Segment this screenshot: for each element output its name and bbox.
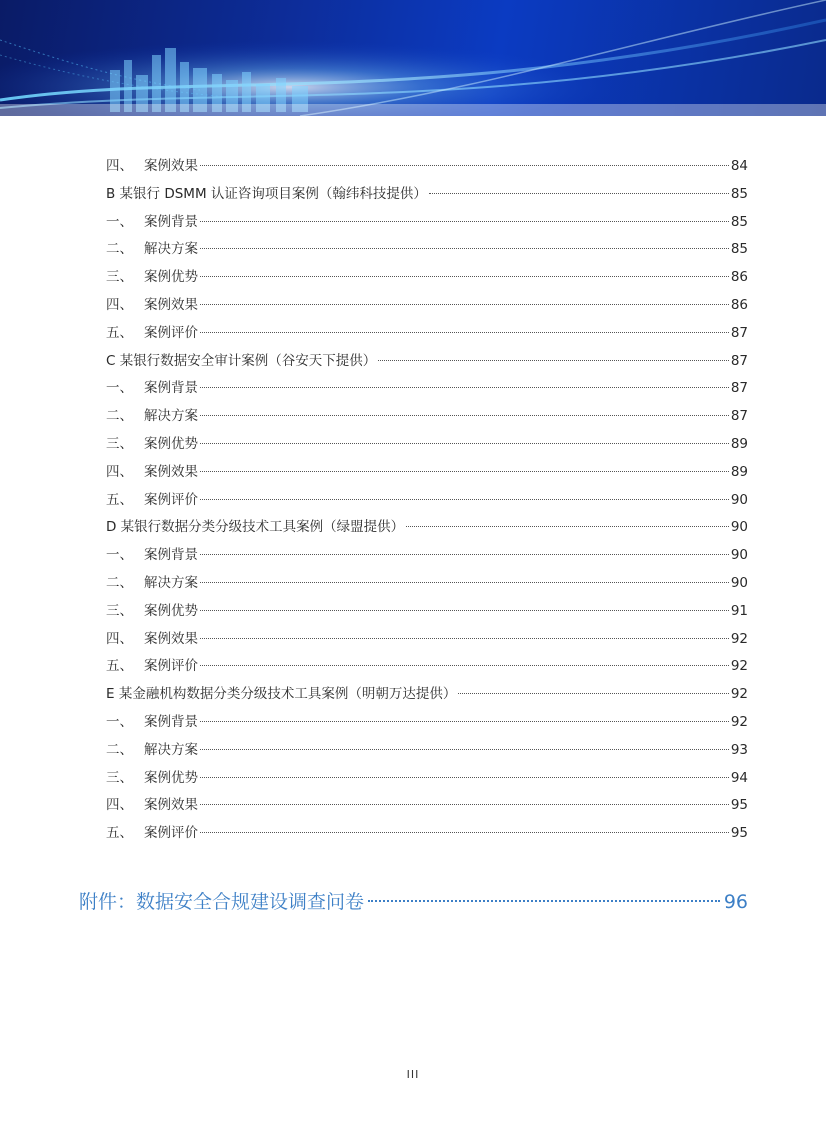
toc-entry-label bbox=[106, 434, 198, 454]
toc-entry-number: 四、 bbox=[106, 463, 133, 480]
toc-entry-number: 三、 bbox=[106, 269, 133, 286]
toc-entry-title: 解决方案 bbox=[144, 741, 198, 758]
toc-entry-label bbox=[106, 378, 198, 398]
dot-leader bbox=[200, 415, 729, 416]
toc-entry[interactable] bbox=[106, 239, 748, 267]
toc-entry-page-number: 86 bbox=[730, 296, 748, 313]
toc-entry-page-number: 92 bbox=[730, 630, 748, 647]
toc-entry-title: 案例背景 bbox=[144, 547, 198, 564]
toc-entry[interactable] bbox=[106, 768, 748, 796]
appendix-toc-entry[interactable] bbox=[79, 888, 748, 916]
toc-entry-label bbox=[106, 323, 198, 343]
toc-entry-label bbox=[106, 184, 427, 204]
toc-entry[interactable] bbox=[106, 795, 748, 823]
dot-leader bbox=[200, 665, 729, 666]
dot-leader bbox=[200, 638, 729, 639]
toc-entry-number: 二、 bbox=[106, 741, 133, 758]
page-footer-number: III bbox=[406, 1068, 420, 1081]
toc-entry-number: 三、 bbox=[106, 769, 133, 786]
toc-entry-page-number: 93 bbox=[730, 741, 748, 758]
dot-leader bbox=[200, 499, 729, 500]
toc-entry-title: 案例优势 bbox=[144, 435, 198, 452]
toc-entry-label bbox=[106, 239, 198, 259]
toc-entry-label bbox=[106, 629, 198, 649]
toc-entry-page-number: 95 bbox=[730, 797, 748, 814]
toc-entry-label bbox=[106, 156, 198, 176]
toc-entry-number: 一、 bbox=[106, 380, 133, 397]
dot-leader bbox=[200, 804, 729, 805]
toc-entry-title: 解决方案 bbox=[144, 574, 198, 591]
toc-entry-number: 三、 bbox=[106, 602, 133, 619]
dot-leader bbox=[200, 387, 729, 388]
toc-entry-page-number: 90 bbox=[730, 491, 748, 508]
toc-entry[interactable] bbox=[106, 295, 748, 323]
header-banner bbox=[0, 0, 826, 116]
toc-entry-page-number: 84 bbox=[730, 158, 748, 174]
toc-entry-number: 二、 bbox=[106, 241, 133, 258]
toc-entry[interactable] bbox=[106, 212, 748, 240]
dot-leader bbox=[200, 165, 729, 166]
toc-entry-number: 四、 bbox=[106, 797, 133, 814]
toc-entry-page-number: 89 bbox=[730, 435, 748, 452]
toc-entry[interactable] bbox=[106, 740, 748, 768]
toc-entry-label bbox=[106, 823, 198, 843]
toc-entry-page-number: 92 bbox=[730, 658, 748, 675]
toc-entry[interactable] bbox=[106, 629, 748, 657]
toc-entry-title: 案例效果 bbox=[144, 463, 198, 480]
toc-entry-page-number: 86 bbox=[730, 269, 748, 286]
toc-entry[interactable] bbox=[106, 545, 748, 573]
toc-entry-label bbox=[106, 517, 404, 537]
toc-entry-page-number: 85 bbox=[730, 213, 748, 230]
toc-entry-title: 案例优势 bbox=[144, 602, 198, 619]
toc-entry-label bbox=[106, 740, 198, 760]
toc-entry-number: 二、 bbox=[106, 408, 133, 425]
toc-entry-label bbox=[106, 267, 198, 287]
toc-entry-label bbox=[106, 295, 198, 315]
toc-entry-number: 五、 bbox=[106, 491, 133, 508]
toc-entry-page-number: 85 bbox=[730, 185, 748, 202]
dot-leader bbox=[200, 554, 729, 555]
toc-entry[interactable] bbox=[106, 684, 748, 712]
toc-entry-page-number: 87 bbox=[730, 408, 748, 425]
toc-entry[interactable] bbox=[106, 823, 748, 851]
toc-entry-label bbox=[106, 462, 198, 482]
toc-entry[interactable] bbox=[106, 184, 748, 212]
toc-entry-title: D 某银行数据分类分级技术工具案例（绿盟提供） bbox=[106, 519, 405, 536]
toc-entry-title: 案例效果 bbox=[144, 797, 198, 814]
toc-entry-title: 解决方案 bbox=[144, 241, 198, 258]
toc-entry-label bbox=[106, 545, 198, 565]
toc-entry-title: 案例效果 bbox=[144, 158, 198, 174]
dot-leader bbox=[200, 221, 729, 222]
dot-leader bbox=[200, 610, 729, 611]
toc-entry-title: 案例背景 bbox=[144, 213, 198, 230]
toc-entry-number: 一、 bbox=[106, 547, 133, 564]
toc-entry-page-number: 91 bbox=[730, 602, 748, 619]
toc-entry[interactable] bbox=[106, 406, 748, 434]
toc-entry-number: 四、 bbox=[106, 630, 133, 647]
dot-leader bbox=[200, 276, 729, 277]
city-skyline-banner-graphic bbox=[0, 0, 826, 116]
toc-entry-title: 案例背景 bbox=[144, 713, 198, 730]
toc-entry[interactable] bbox=[106, 462, 748, 490]
dot-leader bbox=[200, 749, 729, 750]
appendix-page-number: 96 bbox=[723, 891, 748, 913]
dot-leader bbox=[200, 443, 729, 444]
appendix-title: 附件：数据安全合规建设调查问卷 bbox=[79, 891, 365, 913]
toc-entry[interactable] bbox=[106, 712, 748, 740]
toc-entry[interactable] bbox=[106, 156, 748, 184]
toc-entry-title: 案例优势 bbox=[144, 769, 198, 786]
toc-entry-label bbox=[106, 406, 198, 426]
toc-entry-number: 四、 bbox=[106, 296, 133, 313]
toc-entry-page-number: 92 bbox=[730, 713, 748, 730]
table-of-contents bbox=[106, 156, 748, 851]
toc-entry-page-number: 85 bbox=[730, 241, 748, 258]
toc-entry[interactable] bbox=[106, 656, 748, 684]
dot-leader bbox=[406, 526, 729, 527]
toc-entry-title: 案例效果 bbox=[144, 630, 198, 647]
toc-entry-title: E 某金融机构数据分类分级技术工具案例（明朝万达提供） bbox=[106, 686, 457, 703]
dot-leader bbox=[458, 693, 728, 694]
toc-entry[interactable] bbox=[106, 573, 748, 601]
toc-entry-page-number: 95 bbox=[730, 825, 748, 842]
toc-entry-number: 二、 bbox=[106, 574, 133, 591]
toc-entry-title: 案例评价 bbox=[144, 658, 198, 675]
toc-entry-label bbox=[106, 712, 198, 732]
dot-leader bbox=[200, 582, 729, 583]
dot-leader bbox=[429, 193, 729, 194]
toc-entry-page-number: 90 bbox=[730, 574, 748, 591]
toc-entry-number: 四、 bbox=[106, 158, 133, 174]
dot-leader bbox=[200, 832, 729, 833]
toc-entry-number: 五、 bbox=[106, 324, 133, 341]
toc-entry-title: 案例效果 bbox=[144, 296, 198, 313]
toc-entry-number: 三、 bbox=[106, 435, 133, 452]
toc-entry-page-number: 90 bbox=[730, 519, 748, 536]
toc-entry[interactable] bbox=[106, 323, 748, 351]
toc-entry-title: C 某银行数据安全审计案例（谷安天下提供） bbox=[106, 352, 377, 369]
toc-entry-page-number: 92 bbox=[730, 686, 748, 703]
dot-leader bbox=[200, 304, 729, 305]
toc-entry-label bbox=[106, 768, 198, 788]
toc-entry[interactable] bbox=[106, 490, 748, 518]
toc-entry-page-number: 87 bbox=[730, 352, 748, 369]
toc-entry-label bbox=[106, 490, 198, 510]
toc-entry[interactable] bbox=[106, 267, 748, 295]
toc-entry[interactable] bbox=[106, 378, 748, 406]
toc-entry-number: 一、 bbox=[106, 213, 133, 230]
toc-entry-title: B 某银行 DSMM 认证咨询项目案例（翰纬科技提供） bbox=[106, 185, 427, 202]
toc-entry[interactable] bbox=[106, 601, 748, 629]
toc-entry-page-number: 90 bbox=[730, 547, 748, 564]
toc-entry-page-number: 87 bbox=[730, 380, 748, 397]
toc-entry-number: 一、 bbox=[106, 713, 133, 730]
toc-entry-title: 案例优势 bbox=[144, 269, 198, 286]
dot-leader bbox=[200, 777, 729, 778]
toc-entry[interactable] bbox=[106, 517, 748, 545]
toc-entry-label bbox=[106, 795, 198, 815]
dot-leader bbox=[200, 332, 729, 333]
dot-leader bbox=[200, 721, 729, 722]
toc-entry-title: 案例评价 bbox=[144, 491, 198, 508]
toc-entry-page-number: 94 bbox=[730, 769, 748, 786]
dot-leader bbox=[200, 471, 729, 472]
toc-entry-label bbox=[106, 601, 198, 621]
toc-entry-title: 案例评价 bbox=[144, 324, 198, 341]
toc-entry-number: 五、 bbox=[106, 825, 133, 842]
toc-entry-title: 案例评价 bbox=[144, 825, 198, 842]
toc-entry-label bbox=[106, 351, 376, 371]
toc-entry-number: 五、 bbox=[106, 658, 133, 675]
toc-entry-title: 案例背景 bbox=[144, 380, 198, 397]
toc-entry-title: 解决方案 bbox=[144, 408, 198, 425]
toc-entry-label bbox=[106, 656, 198, 676]
toc-entry-label bbox=[106, 212, 198, 232]
toc-entry[interactable] bbox=[106, 351, 748, 379]
dot-leader bbox=[378, 360, 729, 361]
toc-entry-label bbox=[106, 684, 456, 704]
toc-entry-page-number: 89 bbox=[730, 463, 748, 480]
dot-leader bbox=[368, 900, 720, 902]
dot-leader bbox=[200, 248, 729, 249]
toc-entry-label bbox=[106, 573, 198, 593]
toc-entry[interactable] bbox=[106, 434, 748, 462]
toc-entry-page-number: 87 bbox=[730, 324, 748, 341]
